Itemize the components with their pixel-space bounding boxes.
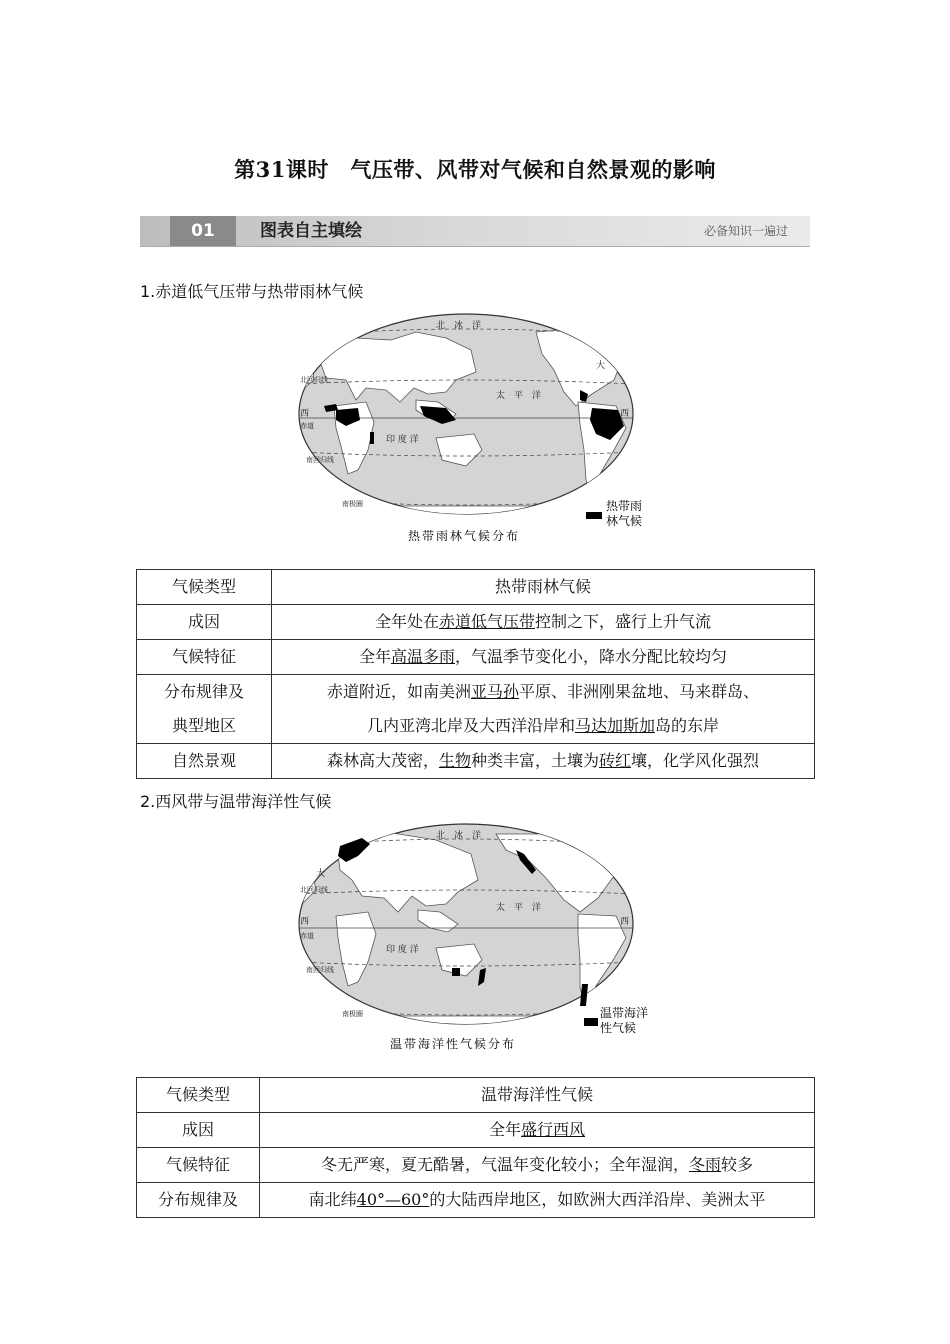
banner-number: 01 xyxy=(170,216,236,246)
section2-heading: 2.西风带与温带海洋性气候 xyxy=(140,792,332,811)
table-row xyxy=(137,1183,815,1218)
table-key: 成因 xyxy=(137,605,272,640)
label-pacific: 太 平 洋 xyxy=(496,391,542,401)
table-key: 气候特征 xyxy=(137,640,272,675)
banner-title: 图表自主填绘 xyxy=(260,221,362,241)
label-west: 西 xyxy=(300,409,310,419)
page-title: 第31课时 气压带、风带对气候和自然景观的影响 xyxy=(234,157,716,182)
section1-heading: 1.赤道低气压带与热带雨林气候 xyxy=(140,282,364,301)
table-key: 分布规律及 典型地区 xyxy=(137,675,272,744)
label-arctic-ocean: 北 冰 洋 xyxy=(436,321,482,331)
table-value: 南北纬40°—60°的大陆西岸地区，如欧洲大西洋沿岸、美洲太平 xyxy=(260,1183,815,1218)
table-row xyxy=(137,744,815,779)
label-west: 西 xyxy=(300,917,310,927)
table-row xyxy=(137,1113,815,1148)
label-tropic-south: 南回归线 xyxy=(306,966,334,974)
table-key: 成因 xyxy=(137,1113,260,1148)
banner-note: 必备知识一遍过 xyxy=(703,224,788,238)
table-key: 气候特征 xyxy=(137,1148,260,1183)
maritime-climate-distribution-map xyxy=(296,820,666,1060)
table-key: 分布规律及 xyxy=(137,1183,260,1218)
table-row xyxy=(137,605,815,640)
section-banner xyxy=(140,216,810,247)
table-value: 全年盛行西风 xyxy=(260,1113,815,1148)
label-atlantic: 大 xyxy=(596,361,606,371)
table-row xyxy=(137,640,815,675)
label-west-east: 西 xyxy=(620,917,630,927)
label-antarctic-circle: 南极圈 xyxy=(342,500,363,508)
legend-line-2: 林气候 xyxy=(606,514,643,528)
label-arctic-ocean: 北 冰 洋 xyxy=(436,831,482,841)
map-caption: 热带雨林气候分布 xyxy=(408,529,521,543)
label-west-east: 西 xyxy=(620,409,630,419)
legend-line-2: 性气候 xyxy=(600,1021,637,1035)
answer-blank: 盛行西风 xyxy=(521,1120,586,1139)
table-key: 自然景观 xyxy=(137,744,272,779)
table-value: 森林高大茂密，生物种类丰富，土壤为砖红壤，化学风化强烈 xyxy=(272,744,815,779)
label-equator: 赤道 xyxy=(300,932,314,940)
table-row xyxy=(137,1148,815,1183)
rainforest-distribution-map xyxy=(296,310,656,546)
table-value: 温带海洋性气候 xyxy=(260,1078,815,1113)
map-caption: 温带海洋性气候分布 xyxy=(390,1037,517,1051)
answer-blank: 冬雨 xyxy=(688,1155,721,1174)
label-tropic-north: 北回归线 xyxy=(300,886,328,894)
answer-blank: 砖红 xyxy=(599,751,632,770)
legend-swatch xyxy=(584,1018,598,1026)
table-row xyxy=(137,1078,815,1113)
label-tropic-south: 南回归线 xyxy=(306,456,334,464)
label-tropic-north: 北回归线 xyxy=(300,376,328,384)
label-indian: 印 度 洋 xyxy=(386,435,419,445)
table-key: 气候类型 xyxy=(137,570,272,605)
answer-blank: 高温多雨 xyxy=(390,647,455,666)
table-value: 赤道附近，如南美洲亚马孙平原、非洲刚果盆地、马来群岛、 几内亚湾北岸及大西洋沿岸和马达加斯加岛的东岸 xyxy=(272,675,815,744)
label-atlantic: 大 xyxy=(316,869,326,879)
answer-blank: 生物 xyxy=(438,751,471,770)
table-value: 全年处在赤道低气压带控制之下，盛行上升气流 xyxy=(272,605,815,640)
maritime-climate-table xyxy=(136,1077,815,1218)
table-value: 冬无严寒，夏无酷暑，气温年变化较小；全年湿润，冬雨较多 xyxy=(260,1148,815,1183)
legend-line-1: 温带海洋 xyxy=(600,1006,649,1020)
label-pacific: 太 平 洋 xyxy=(496,903,542,913)
rainforest-climate-table xyxy=(136,569,815,779)
table-value: 热带雨林气候 xyxy=(272,570,815,605)
legend-line-1: 热带雨 xyxy=(606,499,643,513)
label-antarctic-circle: 南极圈 xyxy=(342,1010,363,1018)
rainforest-madagascar xyxy=(370,432,374,444)
label-indian: 印 度 洋 xyxy=(386,945,419,955)
table-key: 气候类型 xyxy=(137,1078,260,1113)
answer-blank: 马达加斯加 xyxy=(574,716,655,735)
table-row xyxy=(137,675,815,744)
label-equator: 赤道 xyxy=(300,422,314,430)
answer-blank: 40°—60° xyxy=(356,1190,430,1209)
legend-swatch xyxy=(586,512,602,519)
table-value: 全年高温多雨，气温季节变化小，降水分配比较均匀 xyxy=(272,640,815,675)
answer-blank: 亚马孙 xyxy=(470,682,519,701)
table-row xyxy=(137,570,815,605)
answer-blank: 赤道低气压带 xyxy=(438,612,535,631)
maritime-australia-se xyxy=(452,968,460,976)
